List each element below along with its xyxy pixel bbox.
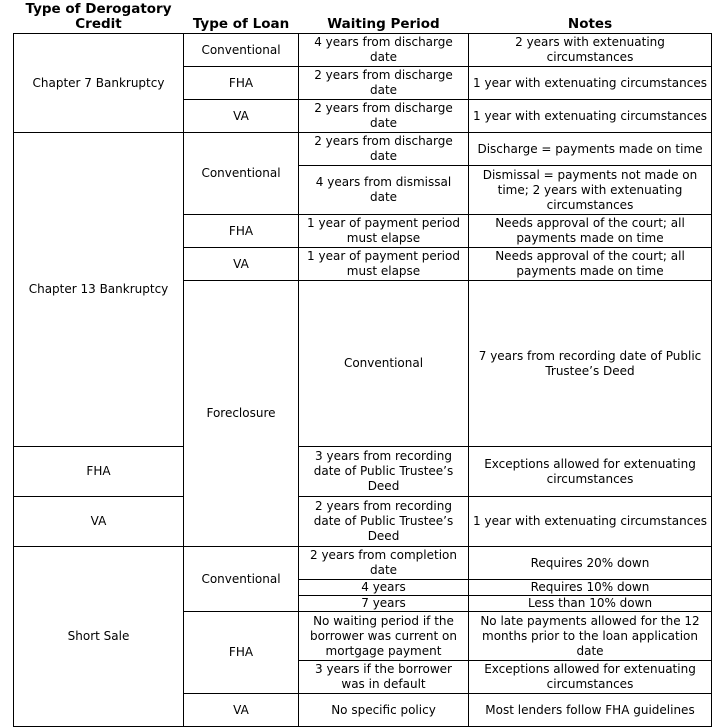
derogatory-credit-table-wrapper	[13, 2, 711, 727]
waiting-cell: 4 years from discharge date	[299, 34, 469, 67]
table-body	[14, 34, 712, 727]
table-row	[14, 497, 712, 547]
notes-cell: Exceptions allowed for extenuating circumstances	[469, 661, 712, 694]
loan-type-cell: VA	[184, 100, 299, 133]
credit-cell: Chapter 7 Bankruptcy	[14, 34, 184, 133]
waiting-cell: 2 years from discharge date	[299, 100, 469, 133]
notes-cell: Discharge = payments made on time	[469, 133, 712, 166]
notes-cell: 1 year with extenuating circumstances	[469, 67, 712, 100]
header-notes: Notes	[567, 16, 613, 32]
waiting-cell: No specific policy	[299, 694, 469, 727]
notes-cell: 1 year with extenuating circumstances	[469, 100, 712, 133]
loan-type-cell: VA	[184, 694, 299, 727]
loan-type-cell: FHA	[184, 215, 299, 248]
loan-type-cell: Conventional	[299, 281, 469, 447]
header-waiting-period: Waiting Period	[327, 16, 440, 32]
table-row	[14, 447, 712, 497]
waiting-cell: 2 years from recording date of Public Trustee’s Deed	[299, 497, 469, 547]
waiting-cell: 2 years from discharge date	[299, 133, 469, 166]
notes-cell: Most lenders follow FHA guidelines	[469, 694, 712, 727]
header-derogatory-credit: Type of Derogatory Credit	[25, 1, 172, 32]
credit-cell: Chapter 13 Bankruptcy	[14, 133, 184, 447]
waiting-cell: 2 years from discharge date	[299, 67, 469, 100]
waiting-cell: 4 years from dismissal date	[299, 166, 469, 215]
waiting-cell: 7 years from recording date of Public Trustee’s Deed	[469, 281, 712, 447]
loan-type-cell: FHA	[14, 447, 184, 497]
waiting-cell: 7 years	[299, 596, 469, 612]
notes-cell: Requires 20% down	[469, 547, 712, 580]
header-row	[14, 2, 712, 34]
waiting-cell: 4 years	[299, 580, 469, 596]
waiting-cell: 1 year of payment period must elapse	[299, 248, 469, 281]
table-row	[14, 133, 712, 166]
waiting-cell: 3 years from recording date of Public Trustee’s Deed	[299, 447, 469, 497]
credit-cell: Foreclosure	[184, 281, 299, 547]
notes-cell: 1 year with extenuating circumstances	[469, 497, 712, 547]
waiting-cell: 2 years from completion date	[299, 547, 469, 580]
loan-type-cell: VA	[184, 248, 299, 281]
credit-cell: Short Sale	[14, 547, 184, 727]
waiting-cell: 1 year of payment period must elapse	[299, 215, 469, 248]
table-row	[14, 547, 712, 580]
notes-cell: 2 years with extenuating circumstances	[469, 34, 712, 67]
notes-cell: Dismissal = payments not made on time; 2 years with extenuating circumstances	[469, 166, 712, 215]
notes-cell: Less than 10% down	[469, 596, 712, 612]
loan-type-cell: FHA	[184, 67, 299, 100]
notes-cell: Needs approval of the court; all payments made on time	[469, 215, 712, 248]
header-type-of-loan: Type of Loan	[192, 16, 290, 32]
derogatory-credit-table	[13, 2, 712, 727]
table-row	[14, 34, 712, 67]
loan-type-cell: Conventional	[184, 547, 299, 612]
notes-cell: No late payments allowed for the 12 months prior to the loan application date	[469, 612, 712, 661]
waiting-cell: No waiting period if the borrower was current on mortgage payment	[299, 612, 469, 661]
notes-cell: Needs approval of the court; all payments made on time	[469, 248, 712, 281]
waiting-cell: 3 years if the borrower was in default	[299, 661, 469, 694]
loan-type-cell: VA	[14, 497, 184, 547]
notes-cell: Exceptions allowed for extenuating circumstances	[469, 447, 712, 497]
notes-cell: Requires 10% down	[469, 580, 712, 596]
loan-type-cell: Conventional	[184, 133, 299, 215]
loan-type-cell: FHA	[184, 612, 299, 694]
loan-type-cell: Conventional	[184, 34, 299, 67]
